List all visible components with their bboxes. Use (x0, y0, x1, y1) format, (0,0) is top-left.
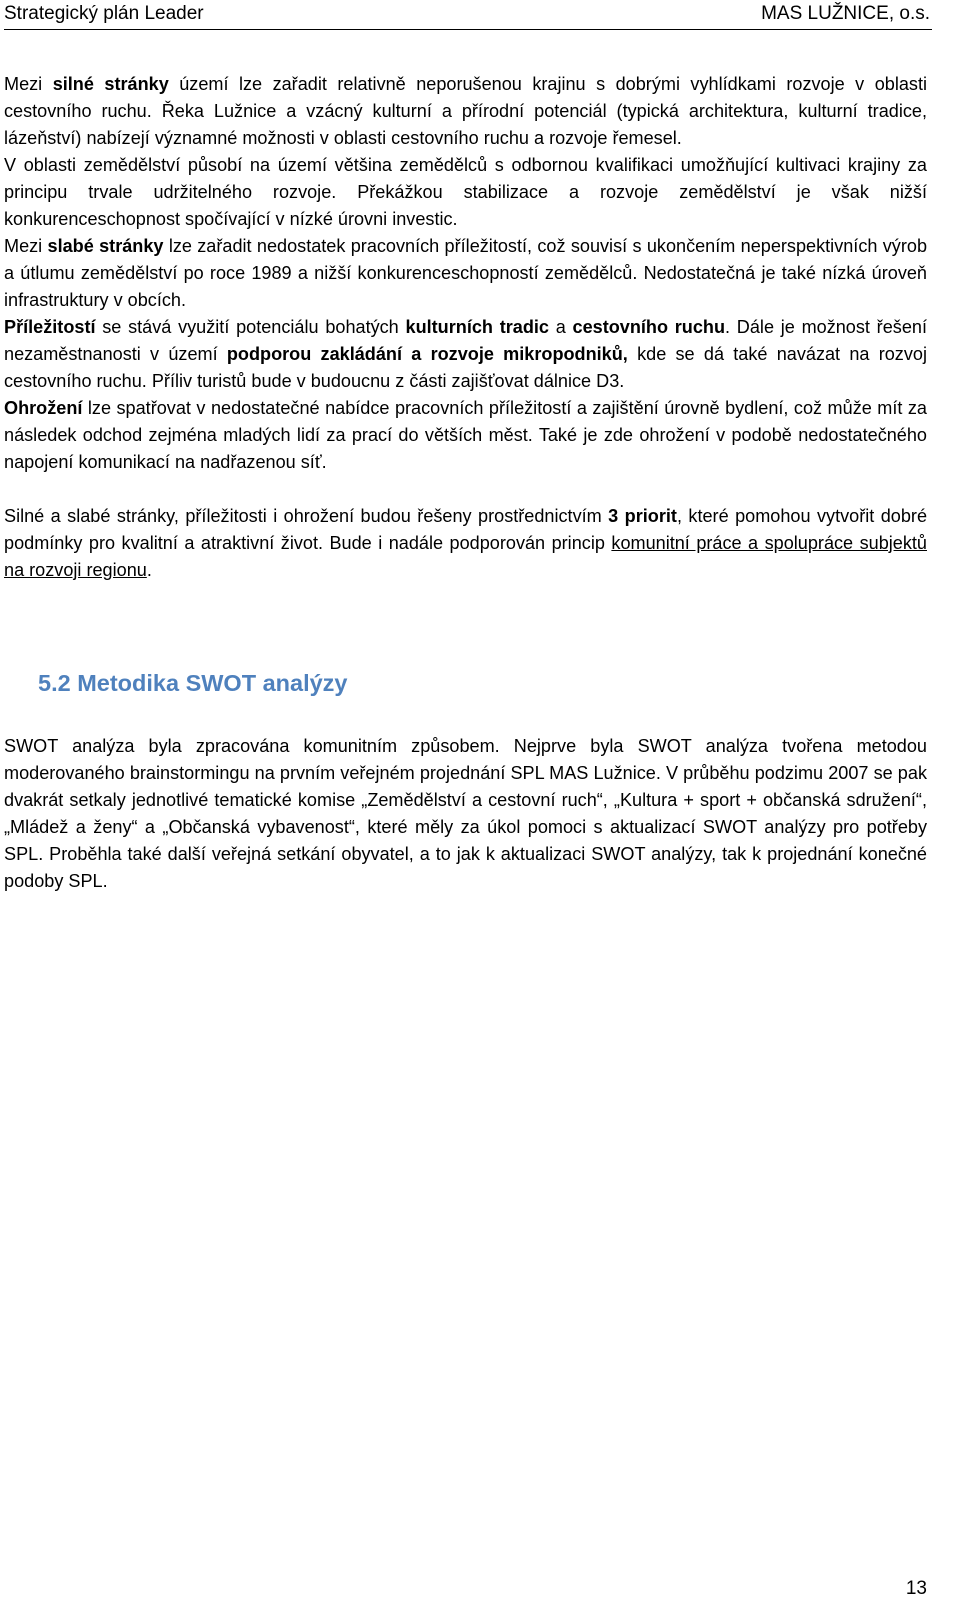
keyword-weaknesses: slabé stránky (47, 236, 164, 256)
paragraph-agriculture: V oblasti zemědělství působí na území většina zemědělců s odbornou kvalifikaci umožňující kultivaci krajiny za principu trvale udržitelného rozvoje. Překážkou stabilizace a rozvoje zemědělství je však nižší konkurenceschopnost spočívající v nízké úrovni investic. (4, 155, 927, 229)
page-number: 13 (905, 1578, 927, 1599)
section-heading: 5.2 Metodika SWOT analýzy (38, 670, 348, 696)
document-body (4, 71, 927, 895)
paragraph-weaknesses: Mezi slabé stránky lze zařadit nedostatek pracovních příležitostí, což souvisí s ukončením neperspektivních výrob a útlumu zemědělství po roce 1989 a nižší konkurenceschopností zemědělců. Nedostatečná je také nízká úroveň infrastruktury v obcích. (4, 236, 928, 310)
page-header (4, 0, 932, 30)
underlined-principle: komunitní práce a spolupráce subjektů na rozvoji regionu (4, 533, 927, 580)
paragraph-threats: Ohrožení lze spatřovat v nedostatečné nabídce pracovních příležitostí a zajištění úrovně bydlení, což může mít za následek odchod zejména mladých lidí za prací do větších měst. Také je zde ohrožení v podobě nedostatečného napojení komunikací na nadřazenou síť. (4, 398, 927, 472)
header-organization: MAS LUŽNICE, o.s. (761, 3, 930, 24)
keyword-strengths: silné stránky (52, 74, 169, 94)
paragraph-opportunities: Příležitostí se stává využití potenciálu bohatých kulturních tradic a cestovního ruchu. Dále je možnost řešení nezaměstnanosti v území podporou zakládání a rozvoje mikropodniků, kde se dá také navázat na rozvoj cestovního ruchu. Příliv turistů bude v budoucnu z části zajišťovat dálnice D3. (4, 317, 927, 391)
keyword-priorities: 3 priorit (608, 506, 677, 526)
keyword-threats: Ohrožení (4, 398, 83, 418)
paragraph-swot-method: SWOT analýza byla zpracována komunitním způsobem. Nejprve byla SWOT analýza tvořena metodou moderovaného brainstormingu na prvním veřejném projednání SPL MAS Lužnice. V průběhu podzimu 2007 se pak dvakrát setkaly jednotlivé tematické komise „Zemědělství a cestovní ruch“, „Kultura + sport + občanská sdružení“, „Mládež a ženy“ a „Občanská vybavenost“, které měly za úkol pomoci s aktualizací SWOT analýzy pro potřeby SPL. Proběhla také další veřejná setkání obyvatel, a to jak k aktualizaci SWOT analýzy, tak k projednání konečné podoby SPL. (4, 736, 927, 891)
paragraph-priorities: Silné a slabé stránky, příležitosti i ohrožení budou řešeny prostřednictvím 3 priorit, které pomohou vytvořit dobré podmínky pro kvalitní a atraktivní život. Bude i nadále podporován princip komunitní práce a spolupráce subjektů na rozvoji regionu. (4, 506, 928, 580)
spacer (4, 476, 927, 503)
keyword-opportunities: Příležitostí (4, 317, 96, 337)
spacer (4, 698, 927, 733)
paragraph-strengths: Mezi silné stránky území lze zařadit relativně neporušenou krajinu s dobrými vyhlídkami rozvoje v oblasti cestovního ruchu. Řeka Lužnice a vzácný kulturní a přírodní potenciál (typická architektura, kulturní tradice, lázeňství) nabízejí významné možnosti v oblasti cestovního ruchu a rozvoje řemesel. (4, 74, 927, 148)
header-document-title: Strategický plán Leader (4, 3, 204, 24)
